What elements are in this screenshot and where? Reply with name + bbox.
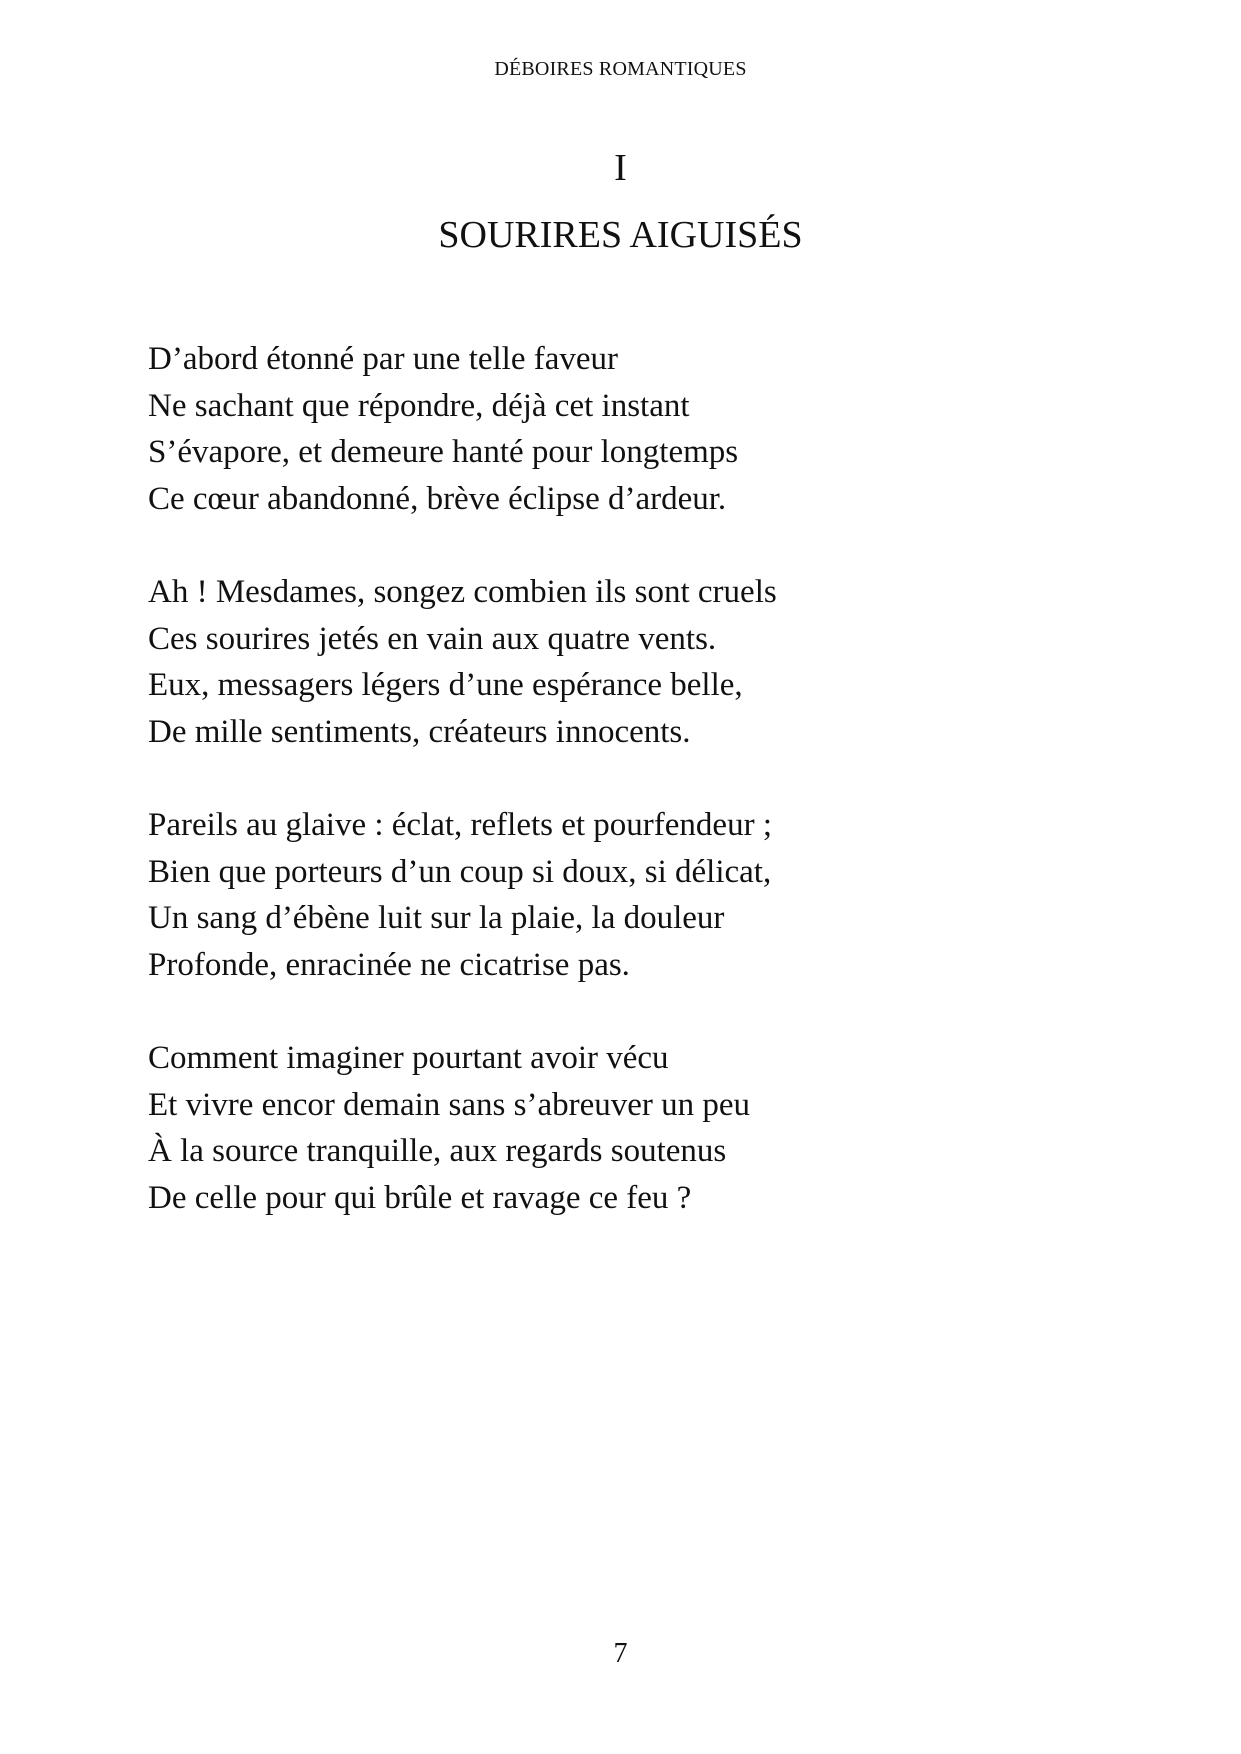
verse-line: Et vivre encor demain sans s’abreuver un peu — [148, 1086, 751, 1123]
verse-line: Pareils au glaive : éclat, reflets et pourfendeur ; — [148, 807, 772, 843]
verse-line: De celle pour qui brûle et ravage ce feu ? — [148, 1179, 692, 1216]
poem — [148, 336, 1148, 1268]
verse-line: S’évapore, et demeure hanté pour longtemps — [148, 434, 739, 470]
verse-line: Ce cœur abandonné, brève éclipse d’ardeur. — [148, 480, 727, 517]
verse-line: Un sang d’ébène luit sur la plaie, la douleur — [148, 900, 725, 936]
stanza-3 — [148, 802, 1148, 988]
verse-line: Profonde, enracinée ne cicatrise pas. — [148, 946, 630, 983]
page-number: 7 — [613, 1638, 628, 1669]
verse-line: Ces sourires jetés en vain aux quatre vents. — [148, 620, 717, 657]
verse-line: Eux, messagers légers d’une espérance belle, — [148, 667, 743, 703]
stanza-1 — [148, 336, 1148, 522]
verse-line: Comment imaginer pourtant avoir vécu — [148, 1040, 669, 1076]
verse-line: De mille sentiments, créateurs innocents. — [148, 713, 691, 750]
verse-line: À la source tranquille, aux regards soutenus — [148, 1133, 727, 1169]
verse-line: Ne sachant que répondre, déjà cet instant — [148, 387, 690, 424]
running-header: DÉBOIRES ROMANTIQUES — [494, 58, 747, 80]
chapter-title: SOURIRES AIGUISÉS — [438, 214, 803, 256]
chapter-number: I — [614, 147, 627, 189]
verse-line: Ah ! Mesdames, songez combien ils sont cruels — [148, 574, 777, 610]
verse-line: D’abord étonné par une telle faveur — [148, 341, 619, 377]
verse-line: Bien que porteurs d’un coup si doux, si délicat, — [148, 853, 772, 890]
stanza-2 — [148, 569, 1148, 755]
stanza-4 — [148, 1035, 1148, 1221]
